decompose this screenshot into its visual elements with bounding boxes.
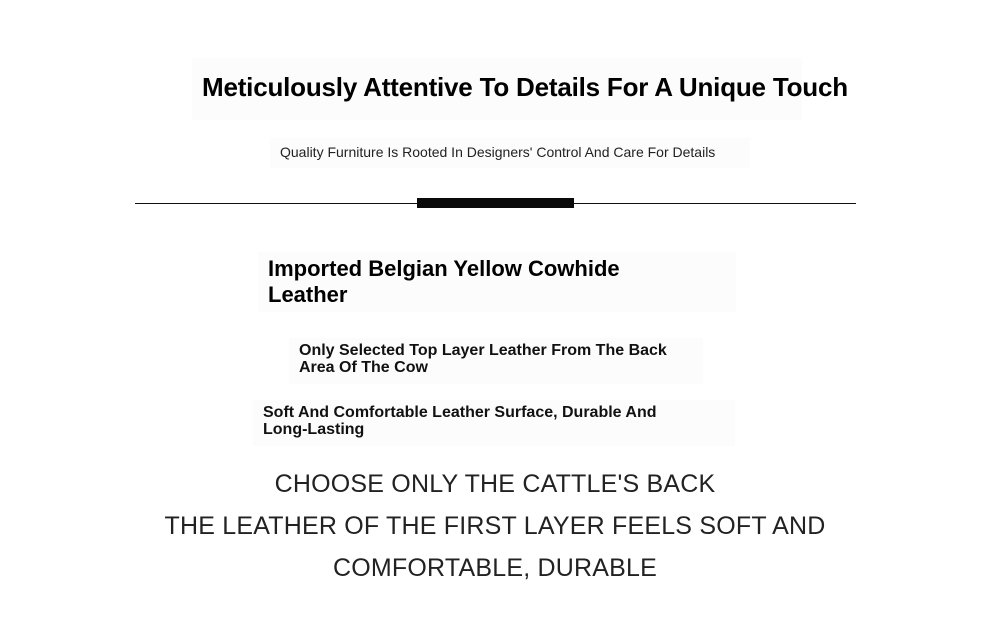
page-subtitle: Quality Furniture Is Rooted In Designers' Control And Care For Details — [280, 144, 716, 160]
page-title: Meticulously Attentive To Details For A Unique Touch — [202, 72, 848, 102]
title-section — [192, 58, 848, 120]
tagline-line-1: CHOOSE ONLY THE CATTLE'S BACK — [274, 470, 716, 498]
feature-point-1-section — [289, 338, 703, 384]
feature-heading-section — [258, 252, 736, 312]
feature-heading: Imported Belgian Yellow Cowhide Leather — [268, 256, 620, 307]
tagline-line-2: THE LEATHER OF THE FIRST LAYER FEELS SOFT AND — [164, 512, 826, 540]
subtitle-section — [270, 138, 750, 168]
feature-point-1: Only Selected Top Layer Leather From The Back Area Of The Cow — [299, 342, 667, 376]
feature-point-2: Soft And Comfortable Leather Surface, Durable And Long-Lasting — [263, 404, 657, 438]
tagline-line-3: COMFORTABLE, DURABLE — [333, 554, 657, 582]
feature-point-2-section — [253, 400, 735, 446]
divider-accent-bar — [417, 198, 574, 208]
